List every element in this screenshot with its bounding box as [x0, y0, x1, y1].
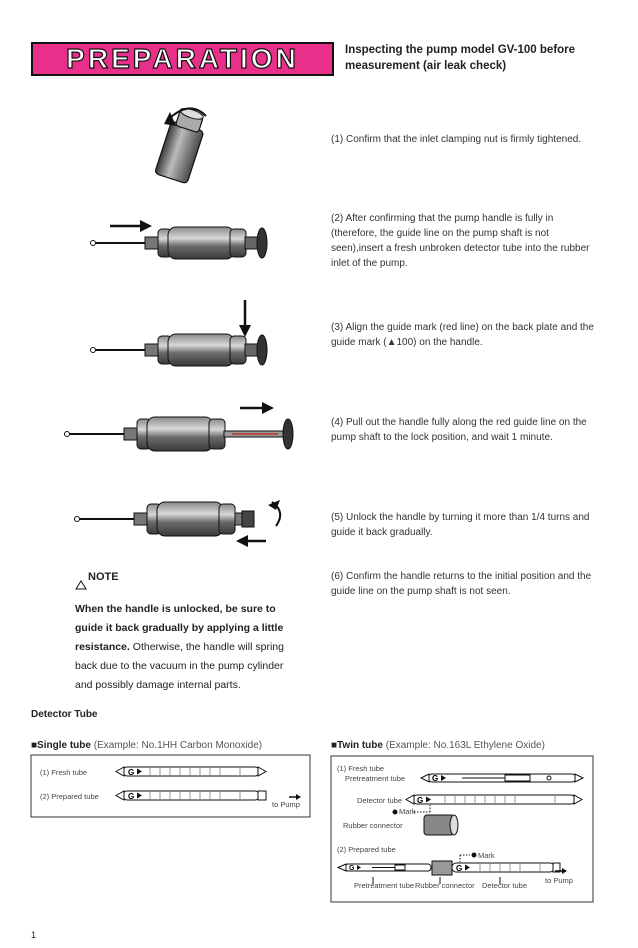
square-bullet2-icon: ■	[331, 740, 338, 751]
note-body	[75, 600, 295, 695]
note-bold-text: When the handle is unlocked, be sure to guide it back gradually by applying a little resistance.	[75, 603, 284, 653]
square-bullet-icon: ■	[31, 740, 38, 751]
twin-mark2-label: Mark	[478, 851, 495, 860]
step-5: (5) Unlock the handle by turning it more than 1/4 turns and guide it back gradually.	[331, 512, 590, 538]
step-4: (4) Pull out the handle fully along the red guide line on the pump shaft to the lock position, and wait 1 minute.	[331, 417, 587, 443]
twin-fresh-detector	[393, 795, 583, 815]
svg-text:G: G	[417, 796, 424, 805]
pump-step-3	[91, 300, 268, 366]
twin-rubber-connector-label: Rubber connector	[343, 821, 403, 830]
twin-fresh-pretreatment	[421, 774, 583, 783]
twin-detector2-label: Detector tube	[482, 881, 528, 890]
single-fresh-label: (1) Fresh tube	[40, 768, 88, 777]
svg-text:G: G	[128, 792, 135, 801]
note-title-text: NOTE	[88, 571, 119, 583]
twin-prepared-tube	[338, 853, 567, 885]
twin-pretreatment2-label: Pretreatment tube	[354, 881, 415, 890]
detector-tube-title: Detector Tube	[31, 709, 98, 720]
pump-step-2	[91, 220, 268, 259]
twin-rubber-connector2-label: Rubber connector	[415, 881, 475, 890]
mark2-icon	[472, 853, 477, 858]
single-tube-label: Single tube	[37, 740, 91, 751]
note-title	[75, 571, 119, 583]
twin-to-pump-label: to Pump	[545, 876, 573, 885]
twin-detector-label: Detector tube	[357, 796, 403, 805]
page-subtitle: Inspecting the pump model GV-100 before measurement (air leak check)	[345, 44, 576, 72]
pump-step-4	[65, 402, 294, 451]
page-title: PREPARATION	[66, 43, 299, 74]
twin-pretreatment-label: Pretreatment tube	[345, 774, 406, 783]
twin-tube-label: Twin tube	[337, 740, 383, 751]
rubber-connector	[424, 815, 458, 835]
step-3: (3) Align the guide mark (red line) on the back plate and the guide mark (▲100) on the handle.	[331, 322, 594, 348]
inlet-nut-illustration	[155, 105, 210, 184]
single-tube-example: (Example: No.1HH Carbon Monoxide)	[93, 740, 263, 751]
twin-fresh-label: (1) Fresh tube	[337, 764, 385, 773]
svg-text:G: G	[349, 865, 355, 872]
single-prepared-label: (2) Prepared tube	[40, 792, 99, 801]
twin-tube-example: (Example: No.163L Ethylene Oxide)	[385, 740, 545, 751]
note-text: Otherwise, the handle will spring back due to the vacuum in the pump cylinder and possibly damage internal parts.	[75, 641, 284, 691]
step-1: (1) Confirm that the inlet clamping nut is firmly tightened.	[331, 134, 582, 145]
svg-text:G: G	[432, 774, 439, 783]
page-number: 1	[31, 930, 37, 940]
mark-icon	[393, 810, 398, 815]
twin-tube-heading	[331, 740, 545, 751]
twin-prepared-label: (2) Prepared tube	[337, 845, 396, 854]
single-fresh-tube	[116, 767, 266, 777]
single-to-pump-label: to Pump	[272, 800, 300, 809]
svg-text:G: G	[456, 864, 463, 873]
step-2: (2) After confirming that the pump handle is fully in (therefore, the guide line on the pump shaft is not seen),insert a fresh unbroken detector tube into the rubber inlet of the pump.	[331, 213, 590, 269]
single-tube-box	[31, 755, 310, 817]
step-6: (6) Confirm the handle returns to the initial position and the guide line on the pump shaft is not seen.	[331, 571, 592, 597]
single-tube-heading	[31, 740, 262, 751]
svg-text:G: G	[128, 768, 135, 777]
pump-step-5	[75, 500, 281, 547]
twin-mark-label: Mark	[399, 807, 416, 816]
